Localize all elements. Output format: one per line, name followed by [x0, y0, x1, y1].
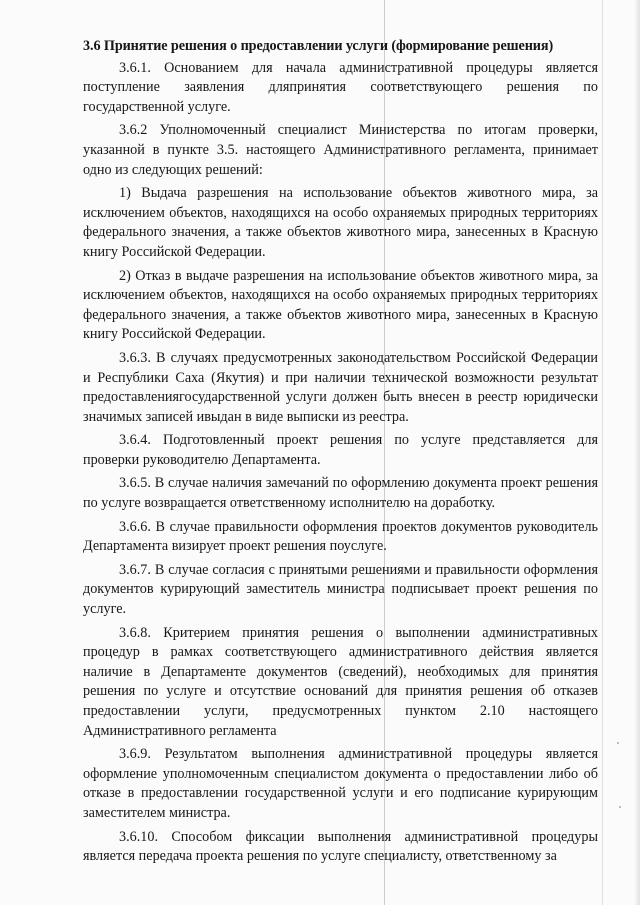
paragraph-3-6-1: 3.6.1. Основанием для начала административной процедуры является поступление заявления дляпринятия соответствующего решения по государственной услуге. — [83, 59, 598, 115]
scan-artifact-line — [602, 0, 603, 905]
decision-option-1: 1) Выдача разрешения на использование объектов животного мира, за исключением объектов, находящихся на особо охраняемых природных территориях федерального значения, а также объектов животного мира, занесенных в Красную книгу Российской Федерации. — [83, 185, 598, 260]
section-heading: 3.6 Принятие решения о предоставлении услуги (формирование решения) — [83, 38, 554, 54]
paragraph-3-6-4: 3.6.4. Подготовленный проект решения по услуге представляется для проверки руководителю Департамента. — [83, 432, 598, 468]
decision-option-2: 2) Отказ в выдаче разрешения на использование объектов животного мира, за исключением объектов, находящихся на особо охраняемых природных территориях федерального значения, а также объектов животного мира, занесенных в Красную книгу Российской Федерации. — [83, 267, 598, 343]
page-edge-shadow — [634, 0, 640, 905]
paragraph-3-6-3: 3.6.3. В случаях предусмотренных законодательством Российской Федерации и Республики Саха (Якутия) и при наличии технической возможности результат предоставлениягосударственной услуги должен быть внесен в реестр юридически значимых записей ивыдан в виде выписки из реестра. — [83, 349, 598, 425]
scan-speck — [619, 806, 621, 808]
paragraph-3-6-7: 3.6.7. В случае согласия с принятыми решениями и правильности оформления документов курирующий заместитель министра подписывает проект решения по услуге. — [83, 561, 598, 618]
paragraph-3-6-2: 3.6.2 Уполномоченный специалист Министерства по итогам проверки, указанной в пункте 3.5. настоящего Административного регламента, принимает одно из следующих решений: — [83, 122, 598, 178]
paragraph-3-6-9: 3.6.9. Результатом выполнения административной процедуры является оформление уполномоченным специалистом документа о предоставлении либо об отказе в предоставлении государственной услуги и его подписание курирующим заместителем министра. — [83, 746, 598, 821]
paragraph-3-6-10: 3.6.10. Способом фиксации выполнения административной процедуры является передача проекта решения по услуге специалисту, ответственному за — [83, 828, 598, 865]
document-body — [83, 37, 598, 871]
paragraph-3-6-8: 3.6.8. Критерием принятия решения о выполнении административных процедур в рамках соответствующего административного действия является наличие в Департаменте документов (сведений), необходимых для принятия решения по услуге и отсутствие оснований для принятия решения об отказев предоставлении услуги, предусмотренных пунктом 2.10 настоящего Административного регламента — [83, 624, 598, 739]
paragraph-3-6-6: 3.6.6. В случае правильности оформления проектов документов руководитель Департамента визирует проект решения поуслуге. — [83, 518, 598, 555]
paragraph-3-6-5: 3.6.5. В случае наличия замечаний по оформлению документа проект решения по услуге возвращается ответственному исполнителю на доработку. — [83, 475, 598, 512]
scan-speck — [617, 742, 619, 744]
